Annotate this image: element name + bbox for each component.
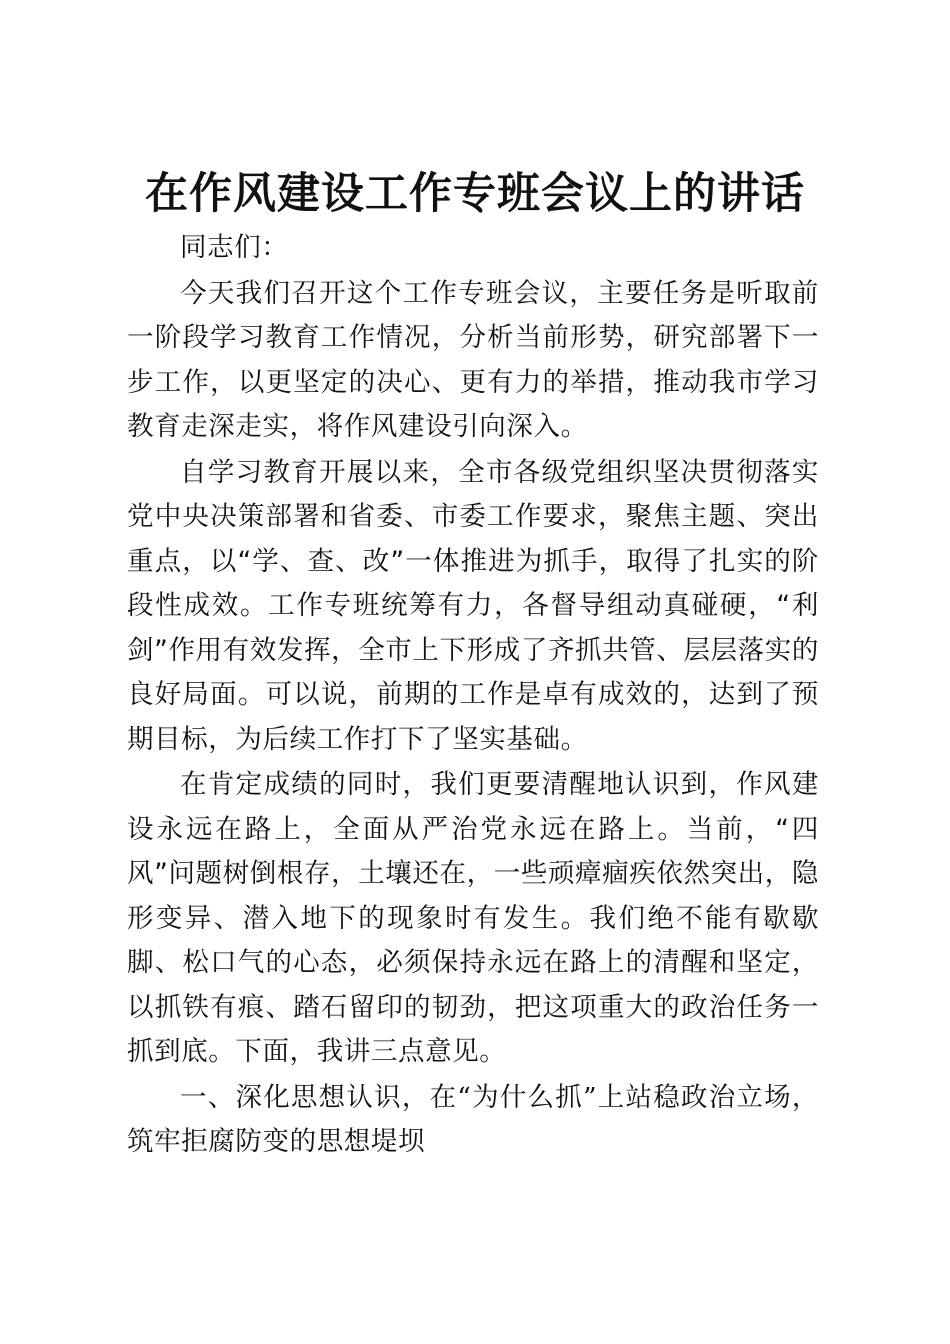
paragraph-opening: 今天我们召开这个工作专班会议，主要任务是听取前一阶段学习教育工作情况，分析当前形势，研究部署下一步工作，以更坚定的决心、更有力的举措，推动我市学习教育走深走实，将作风建设引向深入。: [127, 277, 819, 442]
paragraph-achievements: 自学习教育开展以来，全市各级党组织坚决贯彻落实党中央决策部署和省委、市委工作要求，聚焦主题、突出重点，以“学、查、改”一体推进为抓手，取得了扎实的阶段性成效。工作专班统筹有力，各督导组动真碰硬，“利剑”作用有效发挥，全市上下形成了齐抓共管、层层落实的良好局面。可以说，前期的工作是卓有成效的，达到了预期目标，为后续工作打下了坚实基础。: [127, 456, 820, 755]
document-title: 在作风建设工作专班会议上的讲话: [145, 169, 805, 219]
section-heading: 一、深化思想认识，在“为什么抓”上站稳政治立场，筑牢拒腐防变的思想堤坝: [127, 1081, 819, 1157]
salutation: 同志们：: [180, 232, 289, 263]
paragraph-challenges: 在肯定成绩的同时，我们更要清醒地认识到，作风建设永远在路上，全面从严治党永远在路上。当前，“四风”问题树倒根存，土壤还在，一些顽瘴痼疾依然突出，隐形变异、潜入地下的现象时有发生。我们绝不能有歇歇脚、松口气的心态，必须保持永远在路上的清醒和坚定，以抓铁有痕、踏石留印的韧劲，把这项重大的政治任务一抓到底。下面，我讲三点意见。: [127, 769, 820, 1067]
document-body: [127, 226, 819, 1166]
